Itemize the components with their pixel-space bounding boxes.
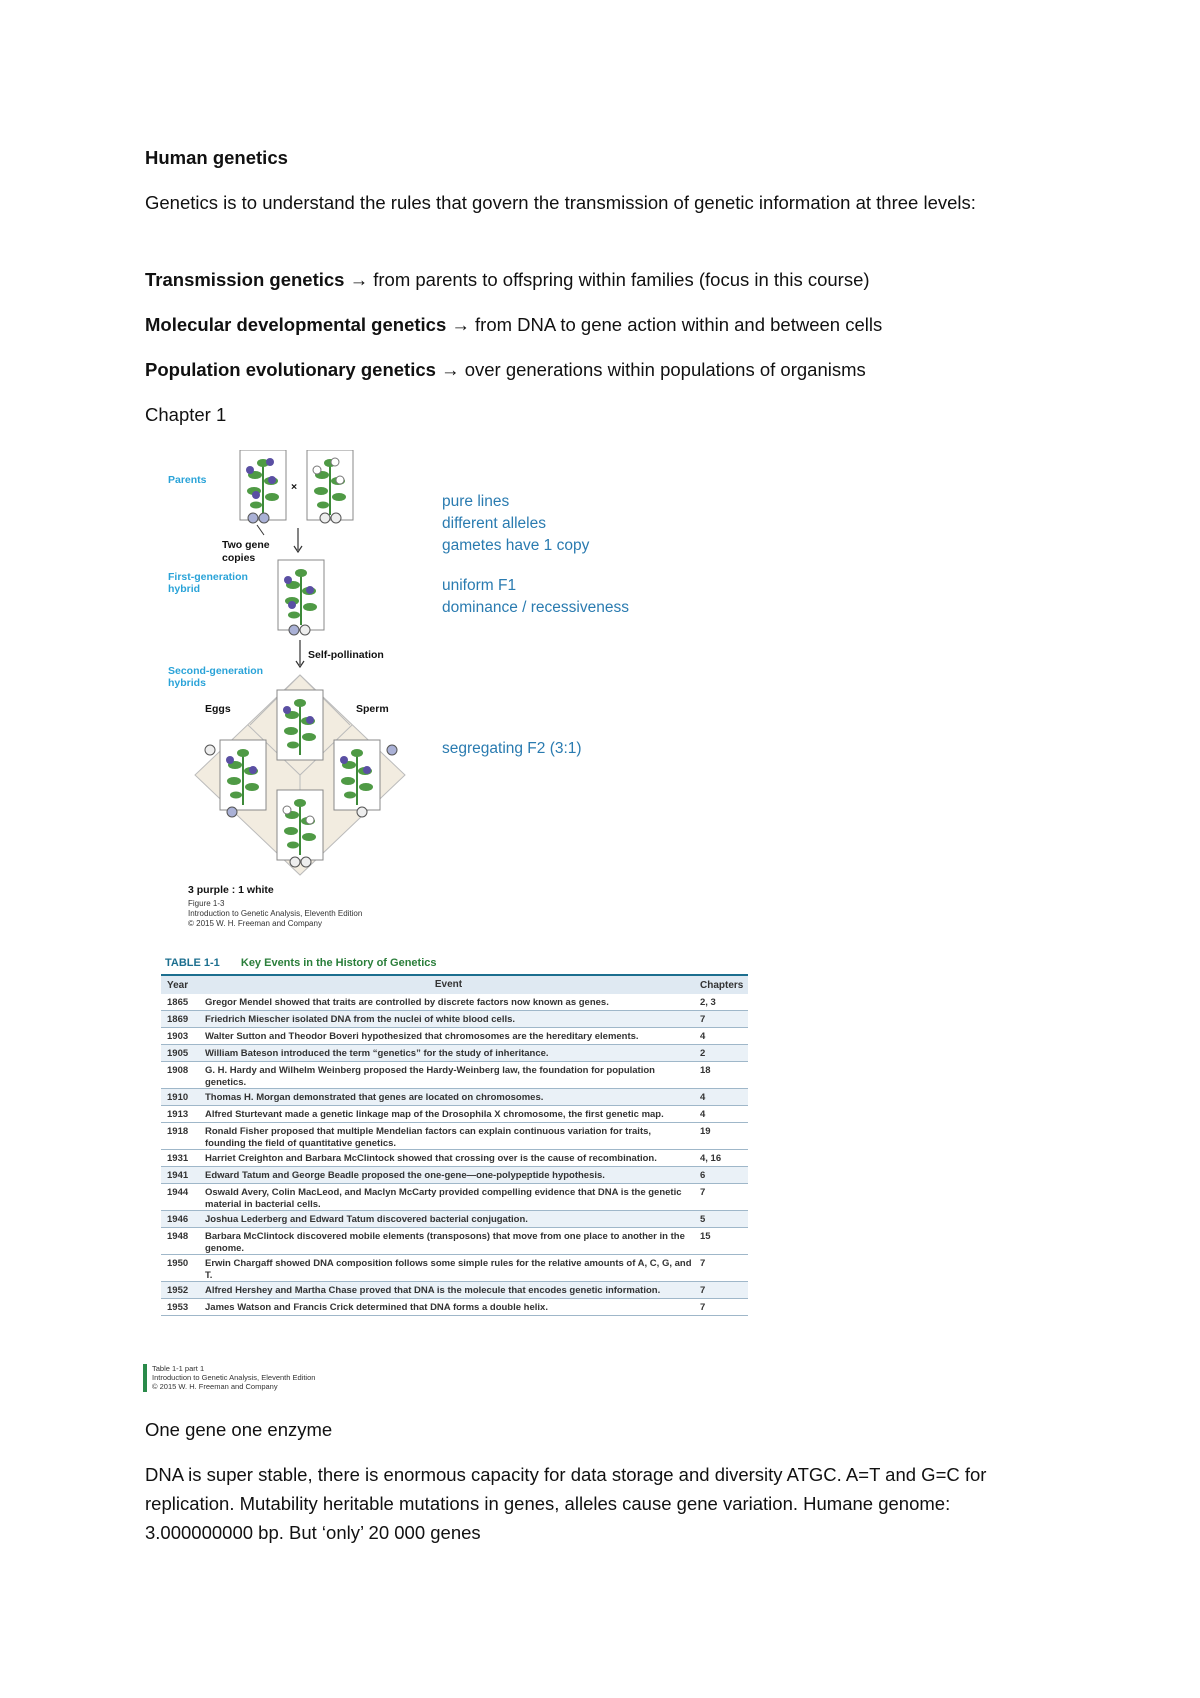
note-dominance: dominance / recessiveness [442, 599, 629, 616]
level-term: Population evolutionary genetics [145, 359, 436, 380]
table-row [161, 1228, 748, 1255]
cell-year: 1953 [167, 1302, 189, 1313]
closing-line-1: DNA is super stable, there is enormous capacity for data storage and diversity ATGC. A=T and G=C for [145, 1464, 987, 1485]
table-row [161, 1045, 748, 1062]
table-caption-2: Introduction to Genetic Analysis, Eleventh Edition [152, 1373, 316, 1382]
subheading-one-gene: One gene one enzyme [145, 1419, 333, 1440]
table-row [161, 1282, 748, 1299]
cell-event: Walter Sutton and Theodor Boveri hypothesized that chromosomes are the hereditary elements. [205, 1031, 639, 1042]
note-uniform-f1: uniform F1 [442, 577, 517, 594]
cell-year: 1944 [167, 1187, 189, 1198]
cell-event: Alfred Sturtevant made a genetic linkage map of the Drosophila X chromosome, the first genetic map. [205, 1109, 664, 1120]
level-transmission [145, 265, 1065, 294]
level-term: Molecular developmental genetics [145, 314, 447, 335]
cell-year: 1910 [167, 1092, 189, 1103]
table-row [161, 1089, 748, 1106]
note-segregating-f2: segregating F2 (3:1) [442, 740, 582, 757]
table-header [161, 974, 748, 994]
cell-event: Joshua Lederberg and Edward Tatum discovered bacterial conjugation. [205, 1214, 528, 1225]
cell-year: 1948 [167, 1231, 189, 1242]
table-title [161, 954, 748, 974]
cell-event: Barbara McClintock discovered mobile elements (transposons) that move from one place to another in the genome. [205, 1231, 685, 1254]
level-term: Transmission genetics [145, 269, 345, 290]
level-population [145, 355, 1065, 384]
table-row [161, 994, 748, 1011]
label-copies: copies [222, 552, 256, 564]
page-title: Human genetics [145, 147, 288, 168]
cell-chapters: 7 [700, 1285, 706, 1296]
table-row [161, 1299, 748, 1316]
cell-chapters: 7 [700, 1014, 706, 1025]
figure-caption-2: Introduction to Genetic Analysis, Eleventh Edition [188, 909, 363, 918]
closing-line-3: 3.000000000 bp. But ‘only’ 20 000 genes [145, 1522, 481, 1543]
cell-event: Thomas H. Morgan demonstrated that genes are located on chromosomes. [205, 1092, 544, 1103]
cell-chapters: 6 [700, 1170, 706, 1181]
table-caption-1: Table 1-1 part 1 [152, 1364, 205, 1373]
table-caption-3: © 2015 W. H. Freeman and Company [152, 1382, 278, 1391]
cell-chapters: 7 [700, 1187, 706, 1198]
table-row [161, 1150, 748, 1167]
cell-chapters: 15 [700, 1231, 711, 1242]
closing-line-2: replication. Mutability heritable mutations in genes, alleles cause gene variation. Humane genome: [145, 1493, 951, 1514]
cell-chapters: 4 [700, 1092, 706, 1103]
cell-event: Gregor Mendel showed that traits are controlled by discrete factors now known as genes. [205, 997, 609, 1008]
history-table [161, 954, 748, 1316]
table-caption-bar [143, 1364, 147, 1392]
cell-chapters: 4 [700, 1031, 706, 1042]
cross-symbol: × [291, 481, 298, 493]
cell-chapters: 2 [700, 1048, 706, 1059]
chapter-heading: Chapter 1 [145, 404, 227, 425]
header-year: Year [167, 979, 189, 991]
cell-year: 1946 [167, 1214, 189, 1225]
cell-chapters: 7 [700, 1302, 706, 1313]
label-sperm: Sperm [356, 703, 389, 715]
cell-event: Ronald Fisher proposed that multiple Mendelian factors can explain continuous variation for traits, founding the field of quantitative genetics. [205, 1126, 652, 1149]
cell-chapters: 5 [700, 1214, 706, 1225]
cell-chapters: 19 [700, 1126, 711, 1137]
cell-event: Edward Tatum and George Beadle proposed the one-gene—one-polypeptide hypothesis. [205, 1170, 605, 1181]
cell-year: 1913 [167, 1109, 189, 1120]
table-row [161, 1255, 748, 1282]
cell-year: 1905 [167, 1048, 189, 1059]
table-row [161, 1062, 748, 1089]
table-row [161, 1028, 748, 1045]
cell-event: Harriet Creighton and Barbara McClintock showed that crossing over is the cause of recombination. [205, 1153, 657, 1164]
level-desc: from DNA to gene action within and between cells [475, 314, 883, 335]
cell-event: William Bateson introduced the term “genetics” for the study of inheritance. [205, 1048, 549, 1059]
cell-chapters: 2, 3 [700, 997, 716, 1008]
cell-chapters: 18 [700, 1065, 711, 1076]
table-row [161, 1011, 748, 1028]
cell-chapters: 4 [700, 1109, 706, 1120]
label-self-pollination: Self-pollination [308, 649, 384, 661]
table-row [161, 1167, 748, 1184]
arrow-icon: → [441, 359, 460, 380]
note-pure-lines: pure lines [442, 493, 510, 510]
cell-event: Erwin Chargaff showed DNA composition follows some simple rules for the relative amounts of A, C, G, and T. [205, 1258, 692, 1281]
cell-event: James Watson and Francis Crick determined that DNA forms a double helix. [205, 1302, 548, 1313]
figure-caption-1: Figure 1-3 [188, 899, 225, 908]
cell-year: 1903 [167, 1031, 189, 1042]
cell-chapters: 7 [700, 1258, 706, 1269]
intro-paragraph: Genetics is to understand the rules that govern the transmission of genetic information at three levels: [145, 192, 976, 213]
arrow-icon: → [451, 314, 470, 335]
cell-year: 1918 [167, 1126, 189, 1137]
table-body [161, 994, 748, 1316]
label-first-gen-hybrid: hybrid [168, 583, 201, 595]
closing-paragraph [145, 1460, 1105, 1547]
table-row [161, 1211, 748, 1228]
label-eggs: Eggs [205, 703, 231, 715]
header-event: Event [434, 979, 463, 991]
level-desc: over generations within populations of organisms [464, 359, 866, 380]
cell-event: Friedrich Miescher isolated DNA from the nuclei of white blood cells. [205, 1014, 516, 1025]
label-second-gen: Second-generation [168, 665, 264, 677]
level-molecular [145, 310, 1065, 339]
cell-event: Oswald Avery, Colin MacLeod, and Maclyn McCarty provided compelling evidence that DNA is the genetic material in bacterial cells. [205, 1187, 682, 1210]
cell-year: 1908 [167, 1065, 189, 1076]
label-second-gen-hybrids: hybrids [168, 677, 206, 689]
cell-event: Alfred Hershey and Martha Chase proved that DNA is the molecule that encodes genetic information. [205, 1285, 661, 1296]
note-different-alleles: different alleles [442, 515, 546, 532]
mendel-cross-figure [160, 450, 720, 930]
label-parents: Parents [168, 474, 207, 486]
cell-year: 1931 [167, 1153, 189, 1164]
cell-year: 1941 [167, 1170, 189, 1181]
table-name: Key Events in the History of Genetics [240, 957, 437, 969]
level-desc: from parents to offspring within families (focus in this course) [373, 269, 870, 290]
cell-year: 1865 [167, 997, 189, 1008]
arrow-icon: → [349, 269, 369, 290]
note-gametes: gametes have 1 copy [442, 537, 590, 554]
table-number: TABLE 1-1 [165, 957, 220, 969]
header-chapters: Chapters [700, 979, 744, 991]
table-row [161, 1123, 748, 1150]
cell-year: 1950 [167, 1258, 189, 1269]
label-two-gene: Two gene [222, 539, 270, 551]
label-ratio: 3 purple : 1 white [188, 884, 274, 896]
figure-caption-3: © 2015 W. H. Freeman and Company [188, 919, 322, 928]
cell-chapters: 4, 16 [700, 1153, 722, 1164]
label-first-gen: First-generation [168, 571, 248, 583]
table-caption [152, 1364, 315, 1391]
cell-year: 1952 [167, 1285, 189, 1296]
cell-event: G. H. Hardy and Wilhelm Weinberg proposed the Hardy-Weinberg law, the foundation for population genetics. [205, 1065, 655, 1088]
table-row [161, 1184, 748, 1211]
cell-year: 1869 [167, 1014, 189, 1025]
table-row [161, 1106, 748, 1123]
